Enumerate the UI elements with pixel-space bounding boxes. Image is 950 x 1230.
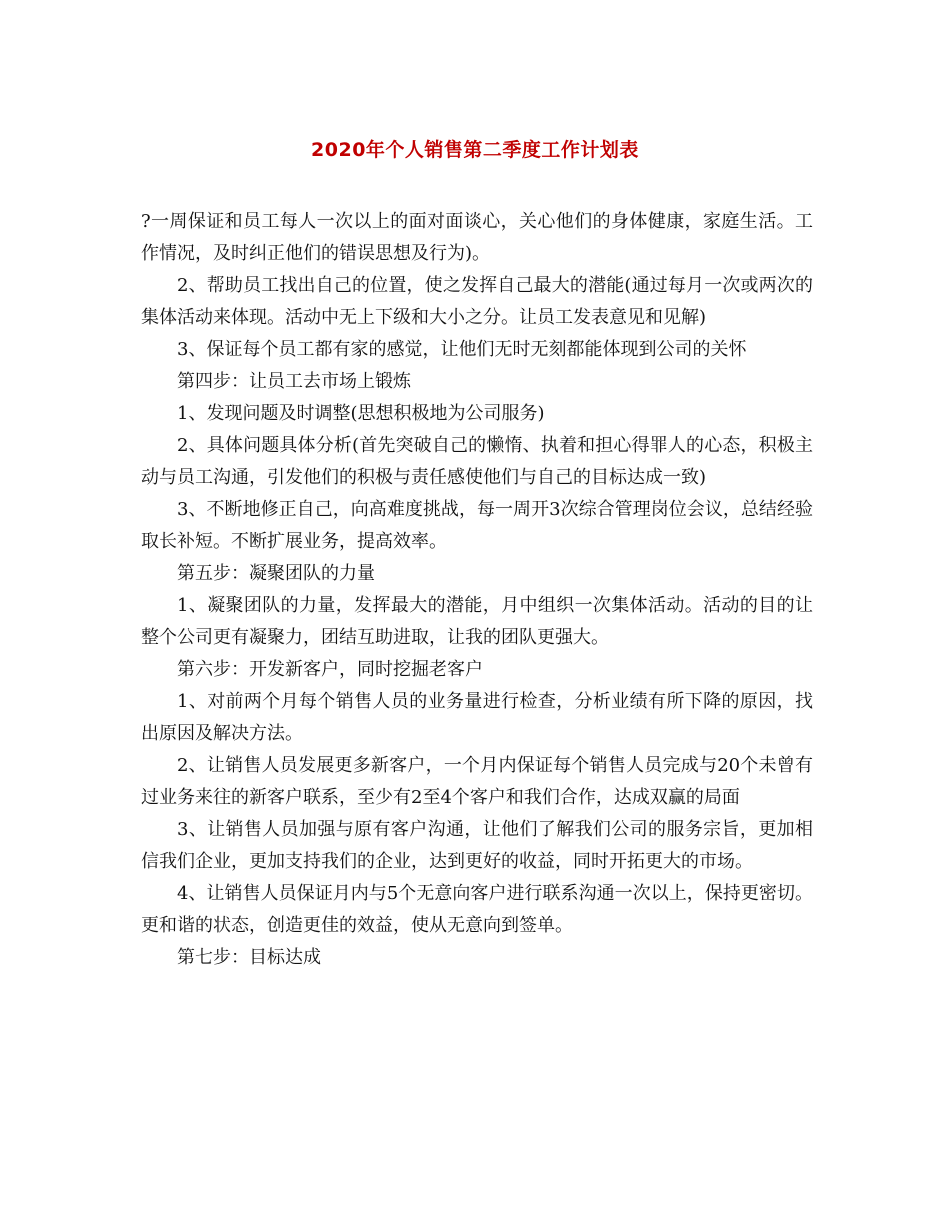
- step-heading-5: 第五步：凝聚团队的力量: [177, 563, 375, 584]
- step-heading-6: 第六步：开发新客户，同时挖掘老客户: [177, 659, 483, 680]
- paragraph-13: 3、让销售人员加强与原有客户沟通，让他们了解我们公司的服务宗旨，更加相信我们企业，更加支持我们的企业，达到更好的收益，同时开拓更大的市场。: [141, 819, 813, 872]
- paragraph-11: 1、对前两个月每个销售人员的业务量进行检查，分析业绩有所下降的原因，找出原因及解决方法。: [141, 691, 813, 744]
- paragraph-1: ?一周保证和员工每人一次以上的面对面谈心，关心他们的身体健康，家庭生活。工作情况，及时纠正他们的错误思想及行为)。: [141, 211, 813, 264]
- document-title: 2020年个人销售第二季度工作计划表: [311, 139, 639, 161]
- paragraph-6: 2、具体问题具体分析(首先突破自己的懒惰、执着和担心得罪人的心态，积极主动与员工沟通，引发他们的积极与责任感使他们与自己的目标达成一致): [141, 435, 813, 488]
- step-heading-7: 第七步：目标达成: [177, 947, 321, 968]
- step-heading-4: 第四步：让员工去市场上锻炼: [177, 371, 411, 392]
- paragraph-7: 3、不断地修正自己，向高难度挑战，每一周开3次综合管理岗位会议，总结经验取长补短。不断扩展业务，提高效率。: [141, 499, 813, 552]
- paragraph-9: 1、凝聚团队的力量，发挥最大的潜能，月中组织一次集体活动。活动的目的让整个公司更有凝聚力，团结互助进取，让我的团队更强大。: [141, 595, 813, 648]
- paragraph-3: 3、保证每个员工都有家的感觉，让他们无时无刻都能体现到公司的关怀: [177, 339, 747, 360]
- paragraph-5: 1、发现问题及时调整(思想积极地为公司服务): [177, 403, 545, 424]
- paragraph-12: 2、让销售人员发展更多新客户，一个月内保证每个销售人员完成与20个未曾有过业务来往的新客户联系，至少有2至4个客户和我们合作，达成双赢的局面: [141, 755, 813, 808]
- paragraph-14: 4、让销售人员保证月内与5个无意向客户进行联系沟通一次以上，保持更密切。更和谐的状态，创造更佳的效益，使从无意向到签单。: [141, 883, 813, 936]
- document-body: [141, 206, 813, 974]
- paragraph-2: 2、帮助员工找出自己的位置，使之发挥自己最大的潜能(通过每月一次或两次的集体活动来体现。活动中无上下级和大小之分。让员工发表意见和见解): [141, 275, 813, 328]
